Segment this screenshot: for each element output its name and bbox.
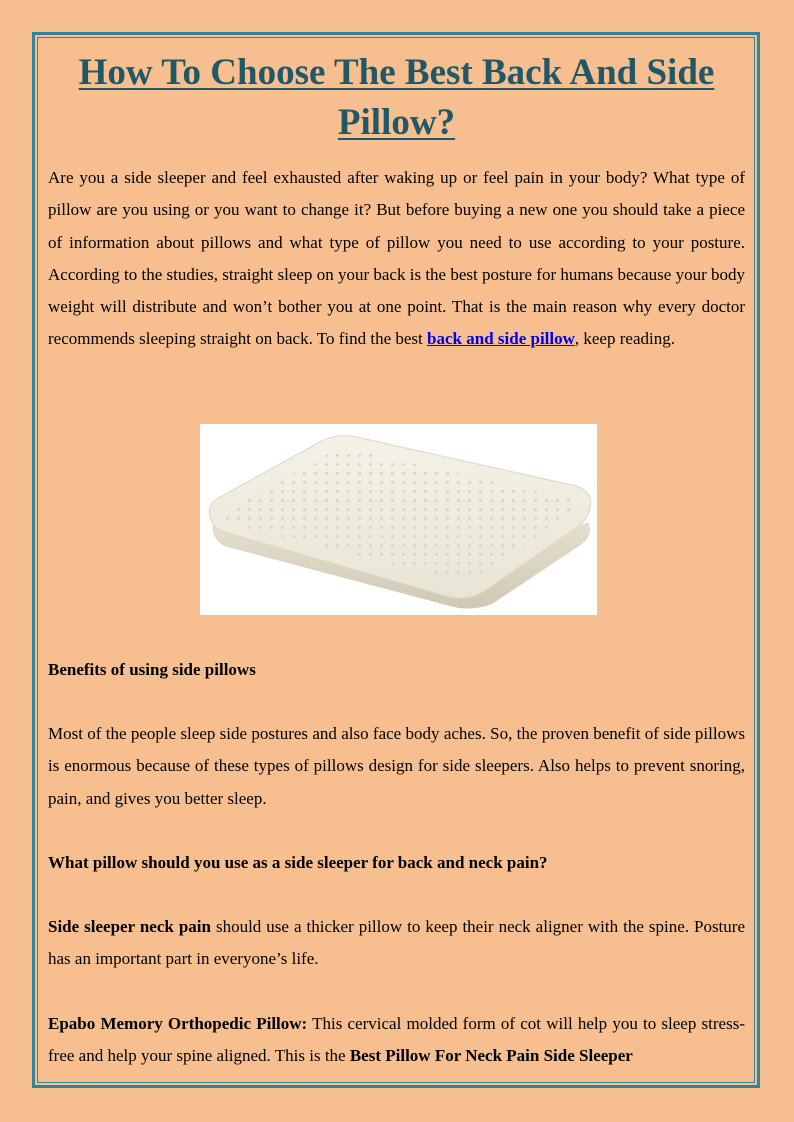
epabo-body: This cervical molded form of cot will help you to sleep stress-free and help your spine aligned. This is the xyxy=(48,1014,745,1066)
epabo-bold-tail: Best Pillow For Neck Pain Side Sleeper xyxy=(349,1046,633,1066)
back-and-side-pillow-link[interactable]: back and side pillow xyxy=(427,329,575,349)
neck-pain-paragraph xyxy=(48,911,745,976)
intro-text-after-link: , keep reading. xyxy=(574,329,675,349)
benefits-paragraph: Most of the people sleep side postures and also face body aches. So, the proven benefit of side pillows is enormous because of these types of pillows design for side sleepers. Also helps to prevent snoring, pain, and gives you better sleep. xyxy=(48,724,745,808)
neck-pain-body: should use a thicker pillow to keep their neck aligner with the spine. Posture has an important part in everyone’s life. xyxy=(48,917,745,969)
pillow-illustration xyxy=(200,424,597,615)
document-content xyxy=(48,48,745,1066)
page-title: How To Choose The Best Back And Side Pillow? xyxy=(78,52,715,143)
neck-pain-heading: What pillow should you use as a side sleeper for back and neck pain? xyxy=(48,853,548,872)
epabo-paragraph xyxy=(48,1008,745,1073)
benefits-heading: Benefits of using side pillows xyxy=(48,660,256,679)
intro-paragraph xyxy=(48,162,745,356)
epabo-bold-lead: Epabo Memory Orthopedic Pillow: xyxy=(48,1014,308,1033)
neck-pain-bold-lead: Side sleeper neck pain xyxy=(48,917,211,936)
pillow-image xyxy=(200,424,597,615)
intro-text-before-link: Are you a side sleeper and feel exhausted after waking up or feel pain in your body? What type of pillow are you using or you want to change it? But before buying a new one you should take a piece of information about pillows and what type of pillow you need to use according to your posture. According to the studies, straight sleep on your back is the best posture for humans because your body weight will distribute and won’t bother you at one point. That is the main reason why every doctor recommends sleeping straight on back. To find the best xyxy=(48,168,745,349)
